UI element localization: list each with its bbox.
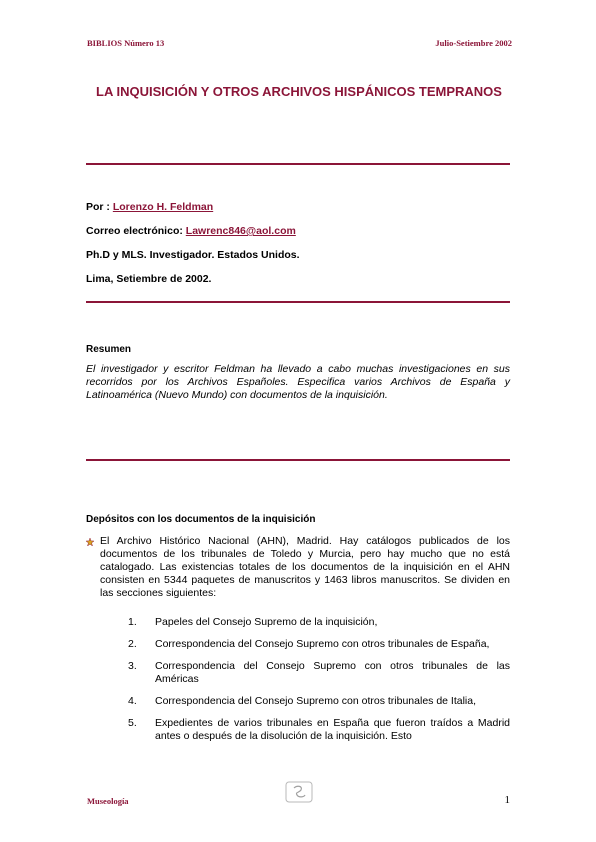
list-item-text: Expedientes de varios tribunales en España que fueron traídos a Madrid antes o después de la disolución de la inquisición. Esto [155,717,510,742]
section-heading: Depósitos con los documentos de la inquisición [86,514,316,525]
page-number: 1 [504,794,510,806]
list-item [128,638,510,651]
list-item [128,616,510,629]
list-item-number: 5. [128,717,137,729]
list-item-number: 3. [128,660,137,672]
list-item-text: Correspondencia del Consejo Supremo con otros tribunales de las Américas [155,660,510,685]
list-item [128,660,510,686]
divider-rule [86,301,510,303]
sections-list [128,616,510,752]
list-item-text: Correspondencia del Consejo Supremo con otros tribunales de Italia, [155,695,477,707]
bullet-text: El Archivo Histórico Nacional (AHN), Madrid. Hay catálogos publicados de los documentos de los tribunales de Toledo y Murcia, pero hay mucho que no está catalogado. Las existencias totales de los documentos de la inquisición en el AHN consisten en 5344 paquetes de manuscritos y 1463 libros manuscritos. Se dividen en las secciones siguientes: [100,535,510,599]
author-name-link[interactable]: Lorenzo H. Feldman [112,201,214,213]
star-bullet-icon [86,538,94,546]
list-item-number: 4. [128,695,137,707]
list-item-number: 1. [128,616,137,628]
author-label: Por : [86,201,110,213]
list-item [128,717,510,743]
list-item-text: Papeles del Consejo Supremo de la inquisición, [155,616,378,628]
credentials-line: Ph.D y MLS. Investigador. Estados Unidos. [86,249,300,261]
divider-rule [86,459,510,461]
article-title: LA INQUISICIÓN Y OTROS ARCHIVOS HISPÁNICOS TEMPRANOS [96,84,502,99]
list-item [128,695,510,708]
divider-rule [86,163,510,165]
abstract-text: El investigador y escritor Feldman ha llevado a cabo muchas investigaciones en sus recorridos por los Archivos Españoles. Especifica varios Archivos de España y Latinoamérica (Nuevo Mundo) con documentos de la inquisición. [86,363,510,401]
list-item-number: 2. [128,638,137,650]
email-label: Correo electrónico: [86,225,183,237]
email-link[interactable]: Lawrenc846@aol.com [185,225,296,237]
list-item-text: Correspondencia del Consejo Supremo con otros tribunales de España, [155,638,490,650]
publisher-logo-icon [285,781,313,803]
running-header-journal: BIBLIOS Número 13 [87,38,165,48]
abstract-heading: Resumen [86,344,132,355]
footer-section-name: Museología [87,796,129,806]
place-date-line: Lima, Setiembre de 2002. [86,273,212,285]
running-header-date: Julio-Setiembre 2002 [435,38,512,48]
author-line [86,201,213,213]
email-line [86,225,296,237]
